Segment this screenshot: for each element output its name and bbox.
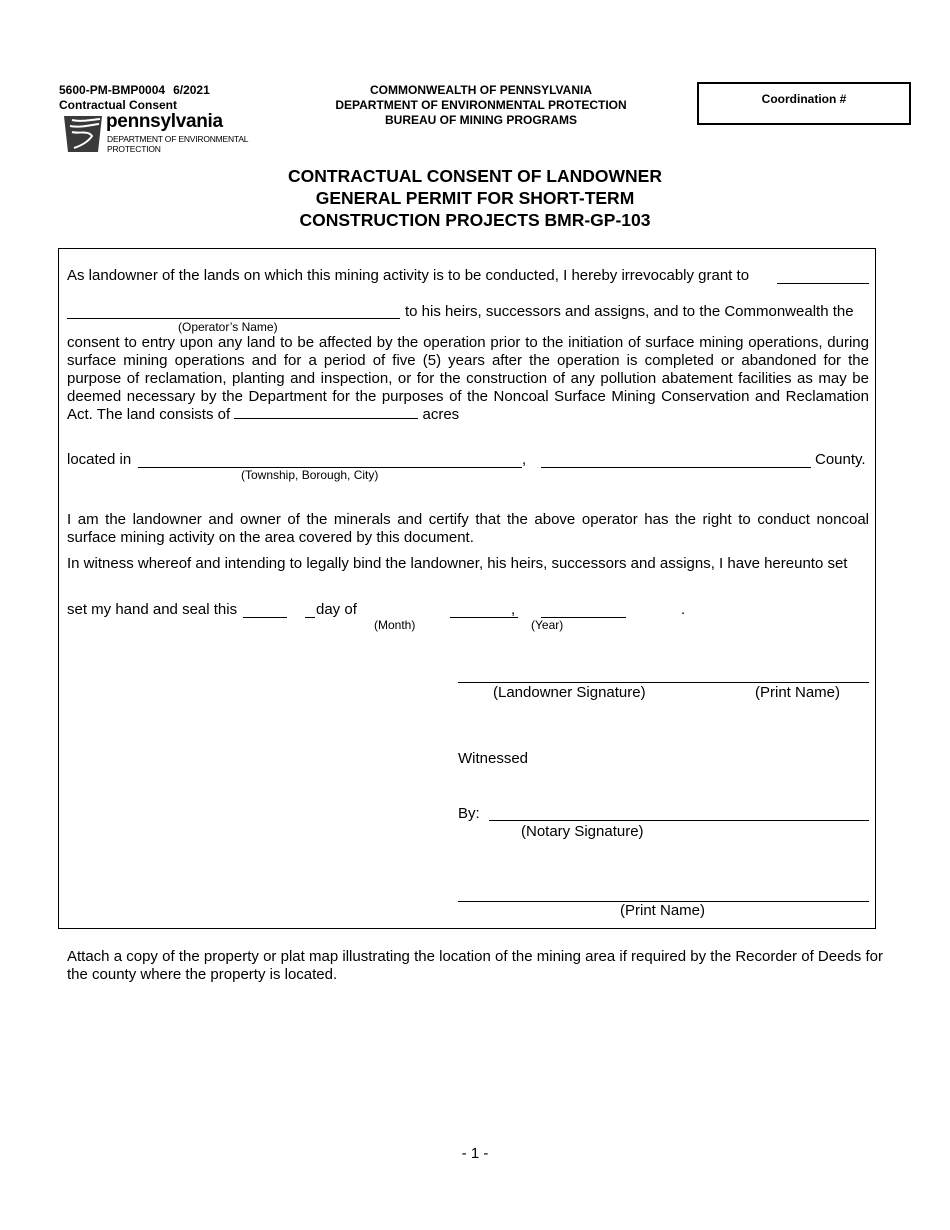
title-line: CONSTRUCTION PROJECTS BMR-GP-103 [299,210,651,230]
month-caption: (Month) [374,618,416,632]
logo-dept-line1: DEPARTMENT OF ENVIRONMENTAL [107,134,249,144]
grantee-field[interactable] [777,283,869,284]
notary-print-name-caption: (Print Name) [620,902,706,919]
date-comma: , [511,601,516,618]
agency-header [300,83,662,128]
document-title [200,165,750,231]
consent-text: consent to entry upon any land to be affected by the operation prior to the initiation of surface mining operations, during surface mining operations and for a period of five (5) years after the operation is completed or abandoned for the purpose of reclamation, planting and inspection, or for the construction of any pollution abatement facilities as may be deemed necessary by the Department for the purposes of the Noncoal Surface Mining Conservation and Reclamation Act. The land consists of [67,334,869,423]
pa-dep-logo [62,112,262,156]
form-short-title: Contractual Consent [59,98,178,112]
agency-line: BUREAU OF MINING PROGRAMS [385,113,577,127]
certify-text: I am the landowner and owner of the minerals and certify that the above operator has the right to conduct noncoal surface mining activity on the area covered by this document. [67,511,869,546]
grant-intro-text: As landowner of the lands on which this mining activity is to be conducted, I hereby irrevocably grant to [67,267,750,284]
agency-line: COMMONWEALTH OF PENNSYLVANIA [370,83,592,97]
operator-name-field[interactable] [67,318,400,319]
consent-paragraph [67,334,869,424]
township-caption: (Township, Borough, City) [241,468,379,482]
notary-signature-caption: (Notary Signature) [521,823,644,840]
landowner-print-name-caption: (Print Name) [755,684,841,701]
landowner-signature-field[interactable] [458,682,869,683]
witnessed-label: Witnessed [458,750,529,767]
date-period: . [681,601,686,618]
coordination-label: Coordination # [761,92,847,106]
coordination-number-box[interactable] [697,82,911,125]
acres-label: acres [422,406,460,423]
landowner-signature-caption: (Landowner Signature) [493,684,646,701]
attachment-note: Attach a copy of the property or plat map illustrating the location of the mining area if required by the Recorder of Deeds for the county where the property is located. [67,948,883,983]
title-line: CONTRACTUAL CONSENT OF LANDOWNER [288,166,662,186]
day-of-label: day of [316,601,357,618]
heirs-text: to his heirs, successors and assigns, and to the Commonwealth the [405,303,854,320]
form-date: 6/2021 [173,83,210,97]
by-label: By: [458,805,480,822]
keystone-logo-icon [62,112,104,154]
day-field-part2[interactable] [305,617,315,618]
agency-line: DEPARTMENT OF ENVIRONMENTAL PROTECTION [335,98,627,112]
form-id-block [59,83,210,113]
logo-dept-line2: PROTECTION [107,144,161,154]
day-field-part1[interactable] [243,617,287,618]
located-in-label: located in [67,451,132,468]
acres-field[interactable] [234,406,418,419]
month-field[interactable] [450,617,518,618]
hand-seal-text: set my hand and seal this [67,601,238,618]
logo-department [107,134,248,154]
county-field[interactable] [541,467,811,468]
page-number: - 1 - [461,1145,489,1162]
form-code-line [59,83,210,98]
operator-name-caption: (Operator’s Name) [178,320,278,334]
form-code: 5600-PM-BMP0004 [59,83,166,97]
notary-signature-field[interactable] [489,820,869,821]
year-caption: (Year) [531,618,564,632]
logo-state-name: pennsylvania [106,111,223,132]
comma: , [522,451,527,468]
county-label: County. [815,451,866,468]
witness-text: In witness whereof and intending to legally bind the landowner, his heirs, successors and assigns, I have hereunto set [67,555,848,572]
title-line: GENERAL PERMIT FOR SHORT-TERM [315,188,635,208]
